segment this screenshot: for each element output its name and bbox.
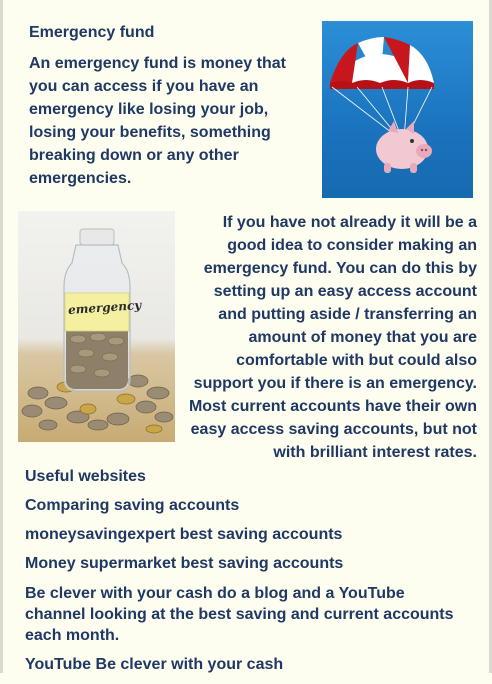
money-supermarket-link[interactable]: Money supermarket best saving accounts xyxy=(25,555,344,572)
parachute-piggy-bank-image xyxy=(322,21,473,198)
advice-paragraph: If you have not already it will be a good idea to consider making an emergency fund. You can do this by setting up an easy access account and putting aside / transferring an amount of money that you are comfortable with but could also support you if there is an emergency. Most current accounts have their own easy access saving accounts, but not with brilliant interest rates. xyxy=(188,214,477,461)
youtube-be-clever-link[interactable]: YouTube Be clever with your cash xyxy=(25,656,284,673)
coin-jar-icon xyxy=(18,211,175,442)
page-border-left xyxy=(0,0,3,673)
moneysavingexpert-link[interactable]: moneysavingexpert best saving accounts xyxy=(25,526,343,543)
intro-paragraph: An emergency fund is money that you can access if you have an emergency like losing your job, losing your benefits, something breaking down or any other emergencies. xyxy=(29,55,286,187)
page-title: Emergency fund xyxy=(29,24,155,41)
comparing-saving-accounts-link[interactable]: Comparing saving accounts xyxy=(25,497,240,514)
useful-websites-heading: Useful websites xyxy=(25,468,146,485)
useful-websites-section xyxy=(25,467,465,684)
piggy-bank-parachute-icon xyxy=(322,21,473,198)
jar-label: emergency xyxy=(67,297,142,318)
be-clever-with-your-cash-link[interactable]: Be clever with your cash do a blog and a YouTube channel looking at the best saving and current accounts each month. xyxy=(25,585,454,644)
emergency-coin-jar-image xyxy=(18,211,175,442)
